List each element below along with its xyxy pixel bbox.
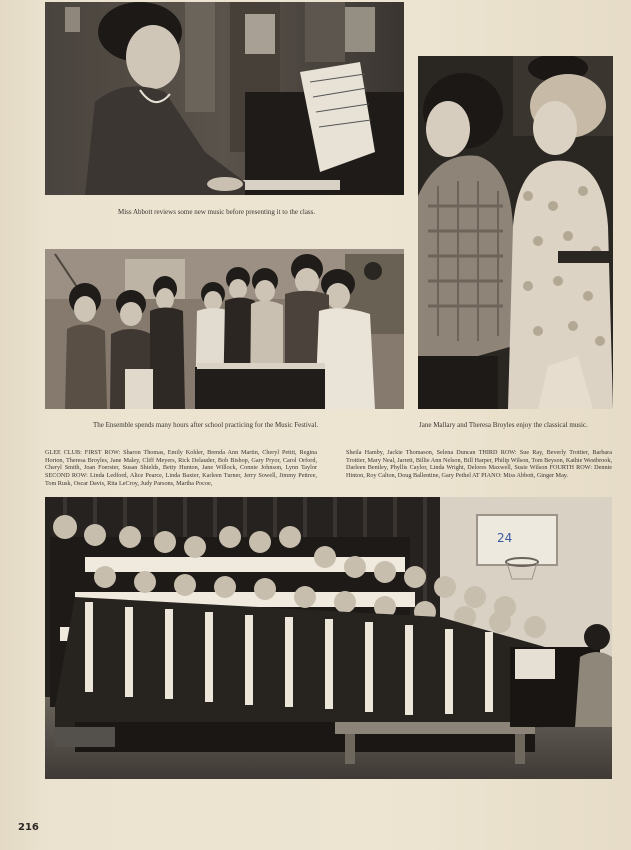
photo-ensemble [45,249,404,409]
caption-piano: Miss Abbott reviews some new music before presenting it to the class. [118,208,316,216]
caption-ensemble: The Ensemble spends many hours after school practicing for the Music Festival. [93,421,319,429]
scoreboard-number: 24 [497,531,513,545]
photo-teacher-at-piano [45,2,404,195]
page-number: 216 [18,822,39,833]
photo-glee-club [45,497,612,779]
roster-left-column: GLEE CLUB: FIRST ROW: Sharon Thomas, Emily Kohler, Brenda Ann Martin, Cheryl Pettit, Regina Horton, Theresa Broyles, Jane Maley, Cliff Meyers, Rick Delauder, Bob Bishop, Gary Pryor, Carol Orford, Cheryl Smith, Joan Foerster, Susan Shields, Betty Hunton, Jane Willock, Connie Johnson, Lynn Taylor SECOND ROW: Linda Ledford, Alice Pearce, Linda Baxter, Karleen Turner, Jerry Sowell, Jimmy Pettree, Tom Rusk, Oscar Davis, Rita LeCroy, Judy Parsons, Martha Pocoe, [45,449,317,487]
caption-listeners: Jane Mallary and Theresa Broyles enjoy the classical music. [419,421,588,429]
photo-listeners [418,56,613,409]
roster-right-column: Sheila Hamby, Jackie Thomason, Selena Duncan THIRD ROW: Sue Ray, Beverly Trottier, Barbara Trottier, Mary Neal, Jarrett, Billie Ann Nelson, Bill Harper, Philip Wilson, Tom Beyson, Kathie Westbrook, Darleen Bentley, Phyllis Caylor, Linda Wright, Delores Maxwell, Susie Wilson FOURTH ROW: Dennie Hinton, Roy Calton, Doug Ballentine, Gary Pethel AT PIANO: Miss Abbott, Ginger May. [346,449,612,480]
